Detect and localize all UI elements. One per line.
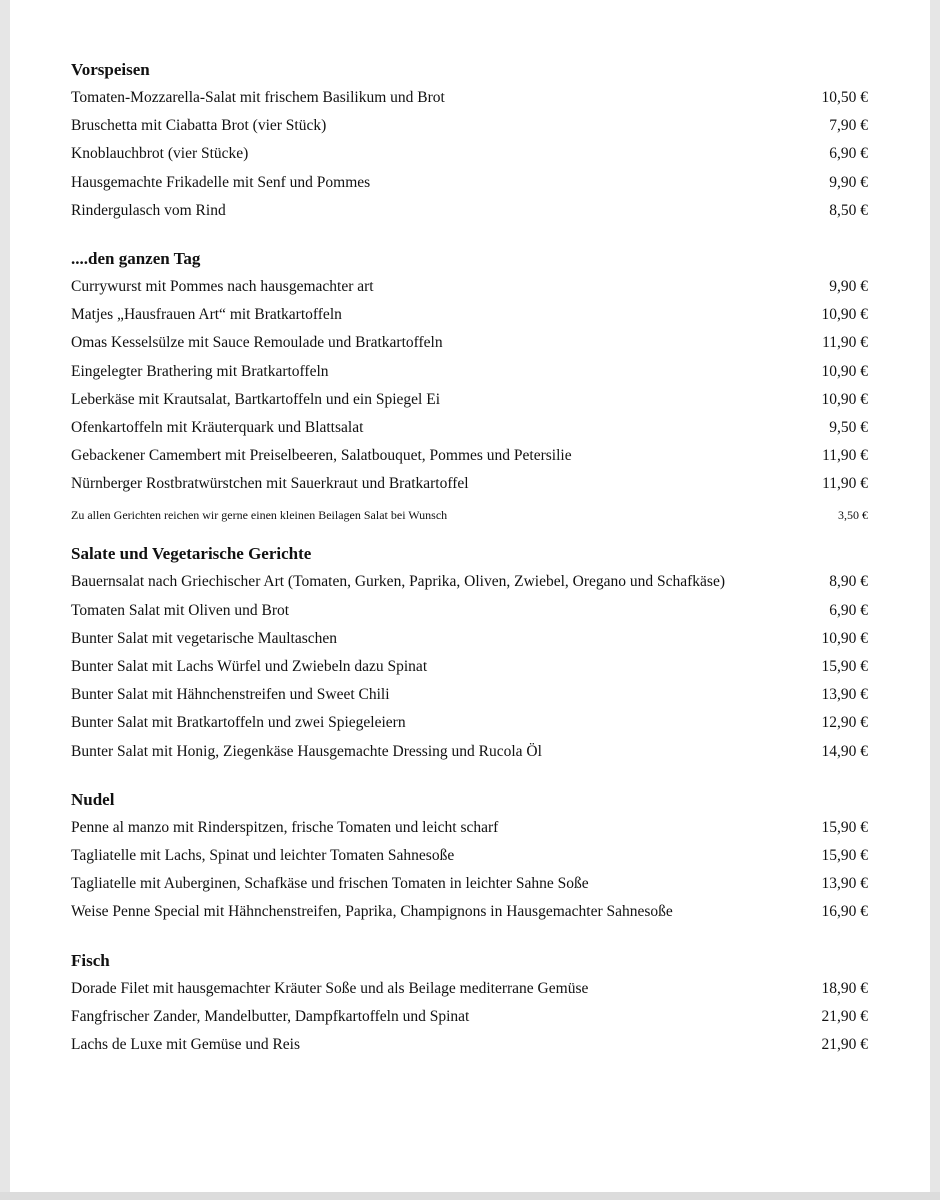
menu-item-price: 9,50 € — [829, 418, 868, 436]
menu-item — [71, 329, 868, 357]
menu-item — [71, 653, 868, 681]
menu-item-price: 6,90 € — [829, 601, 868, 619]
menu-item-price: 11,90 € — [822, 447, 868, 465]
menu-item-price: 10,90 € — [821, 362, 868, 380]
menu-item — [71, 442, 868, 470]
menu-item-price: 13,90 € — [821, 875, 868, 893]
menu-page — [10, 0, 930, 1192]
section-title: Salate und Vegetarische Gerichte — [71, 544, 312, 564]
menu-item-name: Nürnberger Rostbratwürstchen mit Sauerkraut und Bratkartoffel — [71, 475, 469, 493]
menu-item-price: 10,90 € — [821, 306, 868, 324]
menu-item-name: Eingelegter Brathering mit Bratkartoffeln — [71, 362, 329, 380]
menu-item — [71, 625, 868, 653]
menu-item-price: 10,90 € — [821, 629, 868, 647]
menu-item-price: 21,90 € — [821, 1035, 868, 1053]
menu-item-name: Gebackener Camembert mit Preiselbeeren, Salatbouquet, Pommes und Petersilie — [71, 447, 572, 465]
menu-item-price: 10,90 € — [821, 390, 868, 408]
menu-item-price: 14,90 € — [821, 742, 868, 760]
section-title: Vorspeisen — [71, 60, 150, 79]
menu-item — [71, 140, 868, 168]
menu-item-name: Bunter Salat mit Honig, Ziegenkäse Hausgemachte Dressing und Rucola Öl — [71, 742, 542, 760]
note-text: Zu allen Gerichten reichen wir gerne einen kleinen Beilagen Salat bei Wunsch — [71, 508, 448, 523]
menu-item-price: 15,90 € — [821, 658, 868, 675]
menu-item-price: 8,90 € — [829, 573, 868, 591]
menu-item — [71, 814, 868, 842]
menu-item-price: 15,90 € — [821, 846, 868, 864]
section-title: ....den ganzen Tag — [71, 248, 201, 268]
menu-section — [71, 56, 868, 225]
menu-item-price: 11,90 € — [822, 475, 868, 493]
section-title: Fisch — [71, 950, 110, 970]
menu-item-price: 7,90 € — [829, 117, 868, 135]
menu-item-price: 21,90 € — [821, 1007, 868, 1025]
menu-item-price: 16,90 € — [821, 903, 868, 921]
menu-item-name: Lachs de Luxe mit Gemüse und Reis — [71, 1035, 301, 1053]
menu-item — [71, 112, 868, 140]
menu-item — [71, 842, 868, 870]
menu-item — [71, 870, 868, 898]
menu-item-price: 9,90 € — [829, 277, 868, 295]
menu-section — [71, 947, 868, 1060]
menu-item — [71, 386, 868, 414]
menu-item — [71, 197, 868, 225]
menu-item-name: Matjes „Hausfrauen Art“ mit Bratkartoffeln — [71, 306, 342, 324]
menu-item-name: Penne al manzo mit Rinderspitzen, frische Tomaten und leicht scharf — [71, 818, 499, 836]
menu-item-name: Leberkäse mit Krautsalat, Bartkartoffeln und ein Spiegel Ei — [71, 390, 441, 408]
menu-item-price: 11,90 € — [822, 334, 868, 352]
menu-item-name: Hausgemachte Frikadelle mit Senf und Pommes — [71, 173, 371, 191]
menu-item — [71, 597, 868, 625]
menu-section — [71, 786, 868, 927]
menu-item-price: 6,90 € — [829, 145, 868, 163]
menu-item-name: Currywurst mit Pommes nach hausgemachter art — [71, 277, 374, 295]
menu-item — [71, 898, 868, 926]
menu-item-price: 10,50 € — [821, 89, 868, 106]
menu-item-price: 9,90 € — [829, 173, 868, 191]
menu-item — [71, 358, 868, 386]
menu-item-name: Bunter Salat mit vegetarische Maultaschen — [71, 629, 337, 647]
menu-item — [71, 470, 868, 498]
menu-item-name: Bunter Salat mit Hähnchenstreifen und Sweet Chili — [71, 686, 390, 704]
menu-item-name: Ofenkartoffeln mit Kräuterquark und Blattsalat — [71, 418, 364, 436]
menu-item — [71, 169, 868, 197]
menu-item-name: Tagliatelle mit Auberginen, Schafkäse und frischen Tomaten in leichter Sahne Soße — [71, 875, 589, 893]
menu-item-name: Bruschetta mit Ciabatta Brot (vier Stück) — [71, 117, 327, 135]
menu-item-name: Bunter Salat mit Bratkartoffeln und zwei Spiegeleiern — [71, 714, 406, 732]
menu-item — [71, 975, 868, 1003]
menu-item — [71, 568, 868, 596]
menu-item-price: 12,90 € — [821, 714, 868, 732]
menu-section — [71, 245, 868, 527]
menu-item-name: Tagliatelle mit Lachs, Spinat und leichter Tomaten Sahnesoße — [71, 846, 455, 864]
menu-item-name: Weise Penne Special mit Hähnchenstreifen, Paprika, Champignons in Hausgemachter Sahnesoße — [71, 903, 673, 921]
menu-item-name: Bauernsalat nach Griechischer Art (Tomaten, Gurken, Paprika, Oliven, Zwiebel, Oregano und Schafkäse) — [71, 573, 725, 591]
menu-item — [71, 738, 868, 766]
menu-item-name: Tomaten-Mozzarella-Salat mit frischem Basilikum und Brot — [71, 89, 445, 106]
note-price: 3,50 € — [838, 508, 868, 523]
menu-item — [71, 84, 868, 112]
section-title: Nudel — [71, 789, 115, 809]
menu-item-price: 13,90 € — [821, 686, 868, 704]
side-salad-note — [71, 504, 868, 526]
menu-content — [71, 56, 868, 1079]
page-bottom-edge — [0, 1192, 940, 1200]
menu-item — [71, 1031, 868, 1059]
menu-item — [71, 414, 868, 442]
menu-item-name: Omas Kesselsülze mit Sauce Remoulade und Bratkartoffeln — [71, 334, 443, 352]
menu-item-name: Dorade Filet mit hausgemachter Kräuter Soße und als Beilage mediterrane Gemüse — [71, 979, 589, 997]
menu-item — [71, 681, 868, 709]
menu-item-name: Tomaten Salat mit Oliven und Brot — [71, 601, 290, 619]
menu-item — [71, 301, 868, 329]
menu-item-name: Knoblauchbrot (vier Stücke) — [71, 145, 249, 163]
menu-item-price: 15,90 € — [821, 818, 868, 836]
menu-item-name: Rindergulasch vom Rind — [71, 201, 226, 219]
menu-item-price: 18,90 € — [821, 979, 868, 997]
menu-item — [71, 273, 868, 301]
menu-item — [71, 1003, 868, 1031]
menu-section — [71, 540, 868, 765]
menu-item — [71, 709, 868, 737]
menu-item-name: Fangfrischer Zander, Mandelbutter, Dampfkartoffeln und Spinat — [71, 1007, 470, 1025]
menu-item-price: 8,50 € — [829, 201, 868, 219]
menu-item-name: Bunter Salat mit Lachs Würfel und Zwiebeln dazu Spinat — [71, 658, 428, 675]
